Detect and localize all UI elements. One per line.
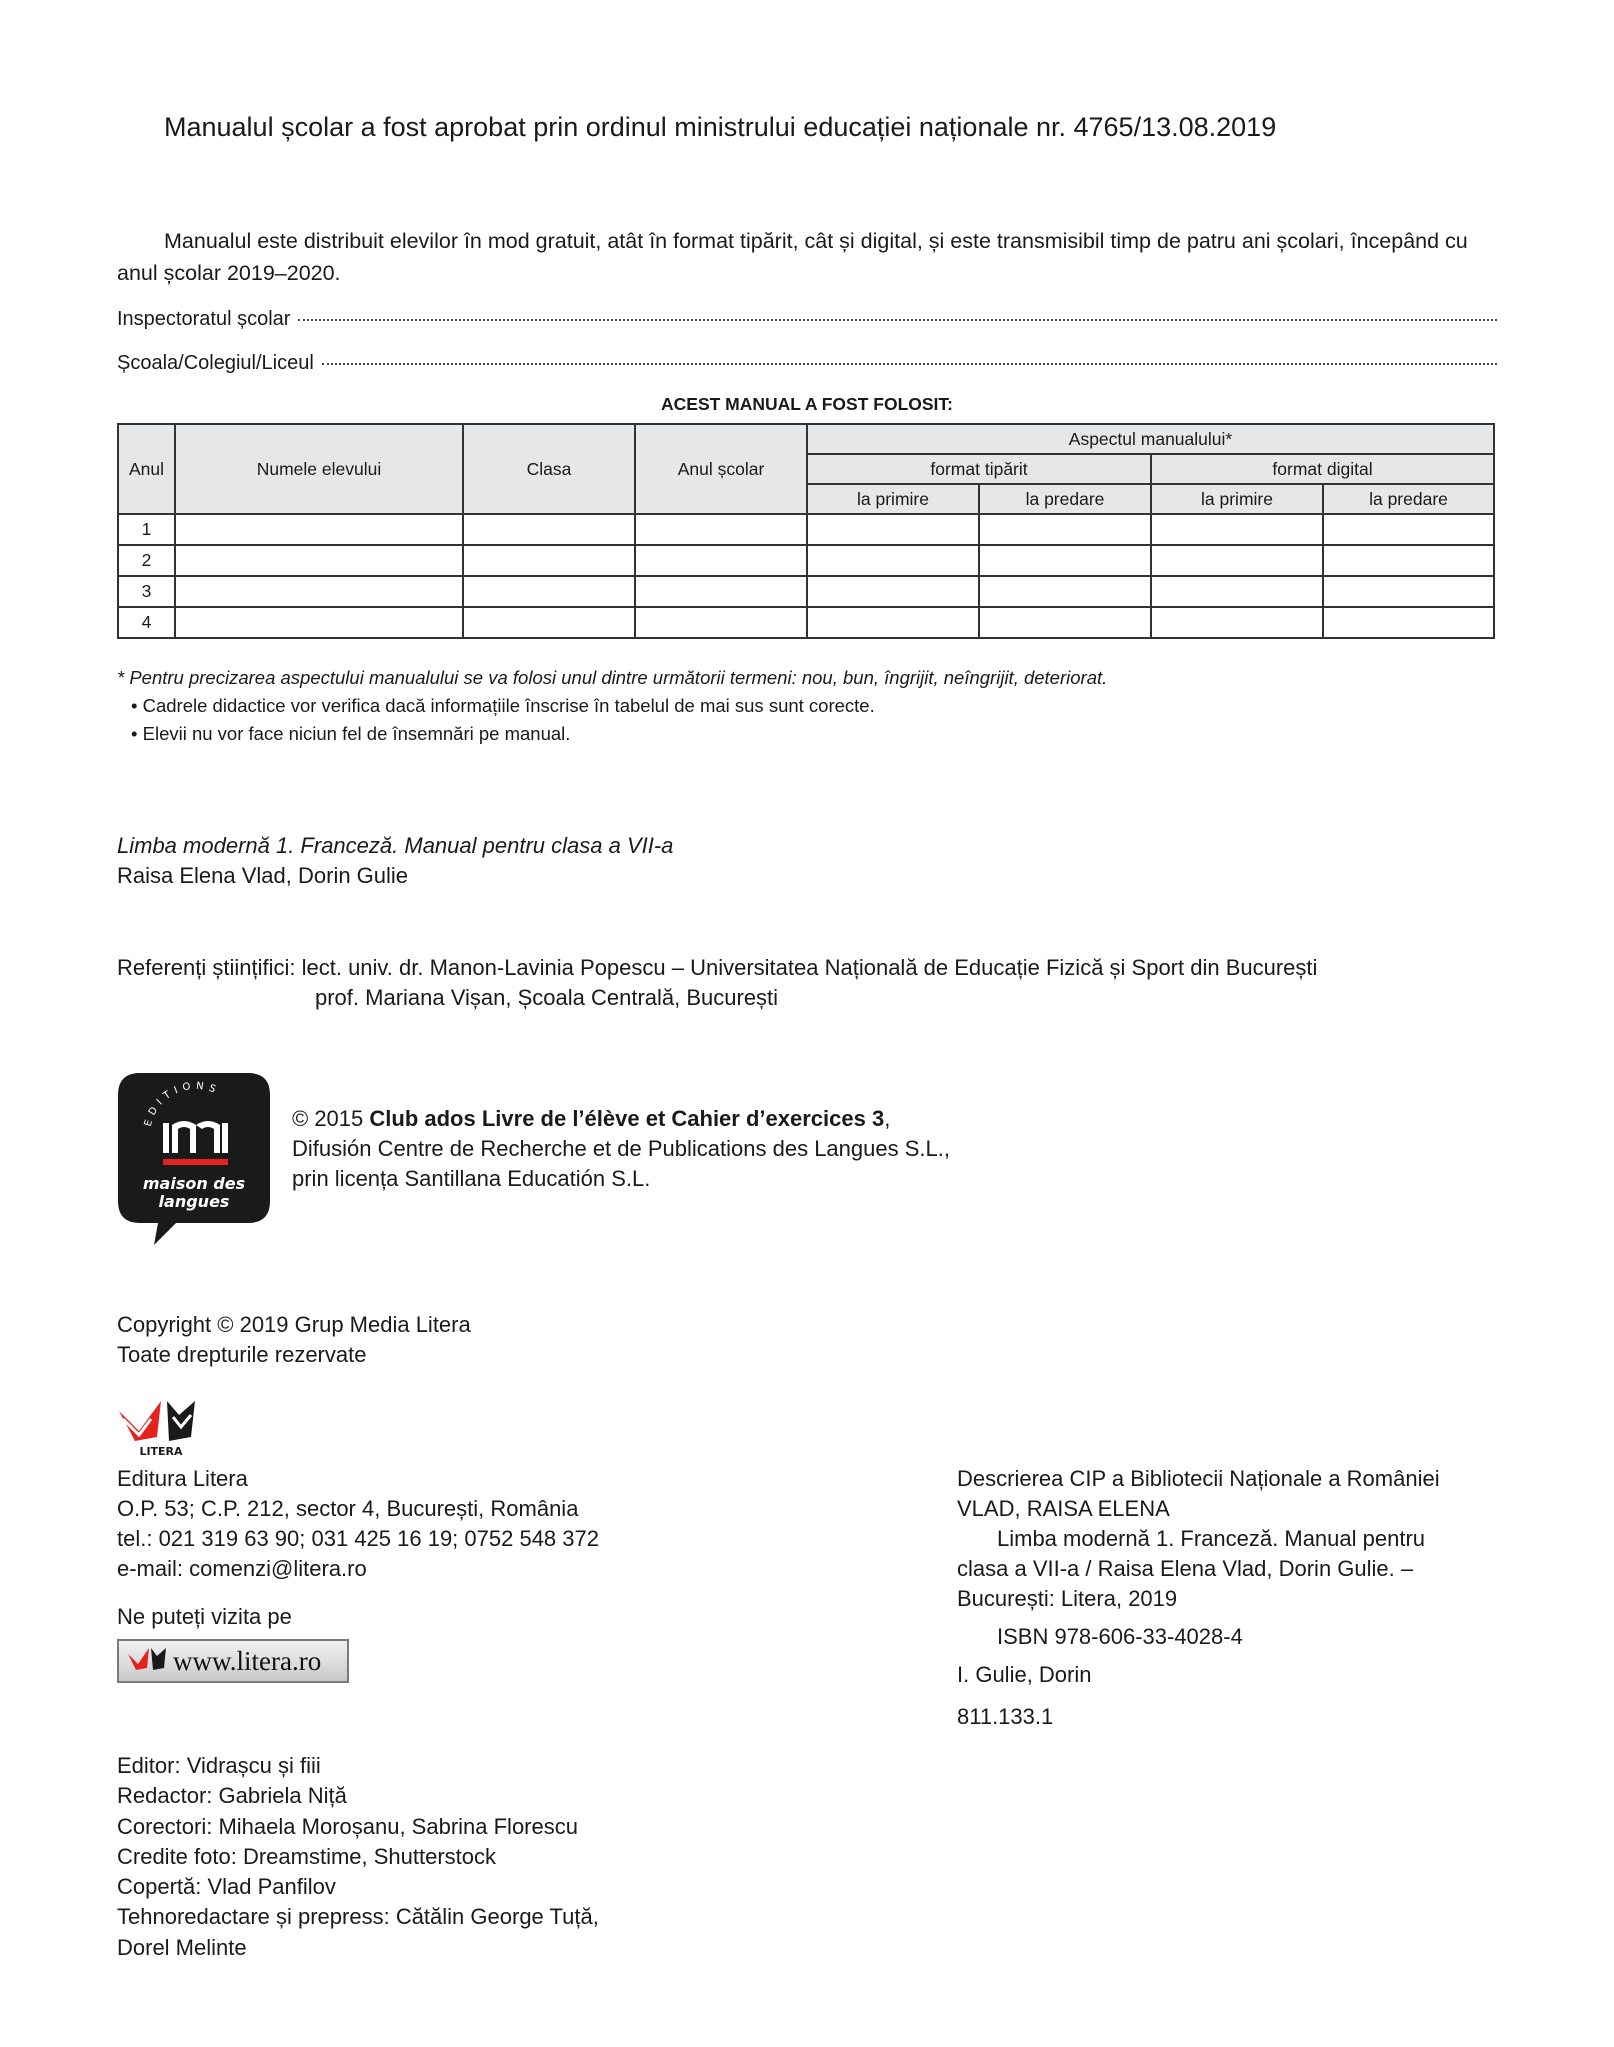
publisher-email: e-mail: comenzi@litera.ro	[117, 1556, 367, 1581]
inspectorat-label: Inspectoratul școlar	[117, 308, 291, 330]
aspect-footnote: * Pentru precizarea aspectului manualului se va folosi unul dintre următorii termeni: nou, bun, îngrijit, neîngrijit, deteriorat.	[117, 667, 1108, 688]
visit-label: Ne puteți vizita pe	[117, 1604, 292, 1629]
cell-tiparit-predare[interactable]	[979, 545, 1151, 576]
rights-line: Toate drepturile rezervate	[117, 1342, 367, 1367]
staff-tehnoredactare: Tehnoredactare și prepress: Cătălin George Tuță,	[117, 1904, 599, 1930]
cell-digital-predare[interactable]	[1323, 576, 1494, 607]
staff-editor: Editor: Vidrașcu și fiii	[117, 1753, 321, 1778]
editorial-staff	[117, 1751, 599, 1963]
cell-digital-primire[interactable]	[1151, 607, 1323, 638]
publisher-info	[117, 1464, 599, 1584]
cell-tiparit-predare[interactable]	[979, 576, 1151, 607]
cell-digital-predare[interactable]	[1323, 514, 1494, 545]
table-notes	[117, 664, 1107, 748]
cip-heading: Descrierea CIP a Bibliotecii Naționale a României	[957, 1466, 1440, 1491]
scoala-label: Școala/Colegiul/Liceul	[117, 352, 314, 374]
cell-nume[interactable]	[175, 514, 463, 545]
table-row	[118, 514, 1494, 545]
license-line-3: prin licența Santillana Educatión S.L.	[292, 1166, 651, 1191]
staff-redactor: Redactor: Gabriela Niță	[117, 1783, 347, 1809]
header-la-primire: la primire	[1151, 484, 1323, 514]
cip-description	[957, 1464, 1477, 1732]
approval-statement: Manualul școlar a fost aprobat prin ordinul ministrului educației naționale nr. 4765/13.08.2019	[164, 112, 1277, 142]
cell-digital-predare[interactable]	[1323, 607, 1494, 638]
license-source-title: Club ados Livre de l’élève et Cahier d’exercices 3	[369, 1106, 885, 1131]
cip-udc: 811.133.1	[957, 1704, 1054, 1729]
header-nume: Numele elevului	[175, 424, 463, 514]
license-line-1	[292, 1104, 950, 1134]
book-info	[117, 831, 673, 891]
cell-clasa[interactable]	[463, 576, 635, 607]
litera-logo-text: LITERA	[139, 1445, 183, 1457]
scoala-dotted-line	[322, 362, 1497, 365]
cell-digital-predare[interactable]	[1323, 545, 1494, 576]
book-authors: Raisa Elena Vlad, Dorin Gulie	[117, 863, 409, 888]
cell-digital-primire[interactable]	[1151, 545, 1323, 576]
cell-tiparit-primire[interactable]	[807, 545, 979, 576]
logo-arc-text: EDITIONS	[142, 1080, 222, 1128]
cell-nume[interactable]	[175, 607, 463, 638]
note-students: • Elevii nu vor face niciun fel de însemnări pe manual.	[131, 723, 571, 744]
publisher-phone: tel.: 021 319 63 90; 031 425 16 19; 0752 548 372	[117, 1526, 599, 1551]
referee-line-2: prof. Mariana Vișan, Școala Centrală, București	[315, 985, 779, 1010]
header-format-digital: format digital	[1151, 454, 1494, 484]
distribution-text: Manualul este distribuit elevilor în mod gratuit, atât în format tipărit, cât și digital, și este transmisibil timp de patru ani școlari, începând cu anul școlar 2019–2020.	[117, 229, 1468, 285]
license-suffix: ,	[884, 1106, 891, 1131]
row-number: 3	[118, 576, 175, 607]
scoala-field	[117, 352, 1497, 375]
cell-tiparit-predare[interactable]	[979, 514, 1151, 545]
note-teachers: • Cadrele didactice vor verifica dacă informațiile înscrise în tabelul de mai sus sunt corecte.	[131, 695, 875, 716]
header-an-scolar: Anul școlar	[635, 424, 807, 514]
header-anul: Anul	[118, 424, 175, 514]
license-prefix: © 2015	[292, 1106, 370, 1131]
row-number: 4	[118, 607, 175, 638]
cip-index: I. Gulie, Dorin	[957, 1662, 1092, 1687]
litera-mini-logo-icon	[127, 1646, 167, 1676]
publisher-name: Editura Litera	[117, 1466, 248, 1491]
logo-text-line-2: langues	[158, 1192, 230, 1211]
cell-an-scolar[interactable]	[635, 545, 807, 576]
row-number: 1	[118, 514, 175, 545]
cell-digital-primire[interactable]	[1151, 576, 1323, 607]
publisher-address: O.P. 53; C.P. 212, sector 4, București, România	[117, 1496, 579, 1521]
litera-logo	[117, 1397, 215, 1457]
cell-an-scolar[interactable]	[635, 607, 807, 638]
logo-text-line-1: maison des	[142, 1174, 246, 1193]
cip-imprint: București: Litera, 2019	[957, 1586, 1178, 1611]
inspectorat-field	[117, 308, 1497, 331]
cell-digital-primire[interactable]	[1151, 514, 1323, 545]
cell-an-scolar[interactable]	[635, 514, 807, 545]
license-line-2: Difusión Centre de Recherche et de Publications des Langues S.L.,	[292, 1136, 950, 1161]
distribution-paragraph	[117, 225, 1497, 289]
header-la-predare: la predare	[1323, 484, 1494, 514]
header-la-predare: la predare	[979, 484, 1151, 514]
header-aspect: Aspectul manualului*	[807, 424, 1494, 454]
cell-clasa[interactable]	[463, 545, 635, 576]
usage-table-title: ACEST MANUAL A FOST FOLOSIT:	[661, 394, 953, 414]
staff-credite-foto: Credite foto: Dreamstime, Shutterstock	[117, 1843, 497, 1869]
book-title: Limba modernă 1. Franceză. Manual pentru clasa a VII-a	[117, 833, 674, 858]
cell-tiparit-primire[interactable]	[807, 607, 979, 638]
cip-isbn: ISBN 978-606-33-4028-4	[997, 1624, 1243, 1649]
cell-clasa[interactable]	[463, 607, 635, 638]
cell-tiparit-primire[interactable]	[807, 576, 979, 607]
row-number: 2	[118, 545, 175, 576]
table-row	[118, 545, 1494, 576]
cip-title-line-2: clasa a VII-a / Raisa Elena Vlad, Dorin Gulie. –	[957, 1556, 1414, 1581]
cell-tiparit-predare[interactable]	[979, 607, 1151, 638]
inspectorat-dotted-line	[298, 318, 1497, 321]
cip-title-line-1: Limba modernă 1. Franceză. Manual pentru	[997, 1526, 1426, 1551]
website-link[interactable]	[117, 1639, 349, 1683]
cell-nume[interactable]	[175, 576, 463, 607]
staff-corectori: Corectori: Mihaela Moroșanu, Sabrina Florescu	[117, 1813, 578, 1839]
cell-an-scolar[interactable]	[635, 576, 807, 607]
copyright-block	[117, 1310, 471, 1370]
cell-clasa[interactable]	[463, 514, 635, 545]
header-clasa: Clasa	[463, 424, 635, 514]
header-format-tiparit: format tipărit	[807, 454, 1151, 484]
usage-table	[117, 423, 1495, 639]
scientific-referees	[117, 953, 1317, 1013]
cell-nume[interactable]	[175, 545, 463, 576]
copyright-line: Copyright © 2019 Grup Media Litera	[117, 1312, 471, 1337]
cell-tiparit-primire[interactable]	[807, 514, 979, 545]
staff-coperta: Copertă: Vlad Panfilov	[117, 1874, 336, 1900]
table-row	[118, 607, 1494, 638]
header-la-primire: la primire	[807, 484, 979, 514]
license-notice	[292, 1104, 950, 1194]
table-row	[118, 576, 1494, 607]
maison-des-langues-logo	[118, 1073, 270, 1245]
staff-tehnoredactare-cont: Dorel Melinte	[117, 1934, 247, 1960]
cip-author: VLAD, RAISA ELENA	[957, 1496, 1170, 1521]
referee-line-1: Referenți științifici: lect. univ. dr. Manon-Lavinia Popescu – Universitatea Națională de Educație Fizică și Sport din București	[117, 955, 1318, 980]
website-url[interactable]: www.litera.ro	[173, 1645, 322, 1676]
